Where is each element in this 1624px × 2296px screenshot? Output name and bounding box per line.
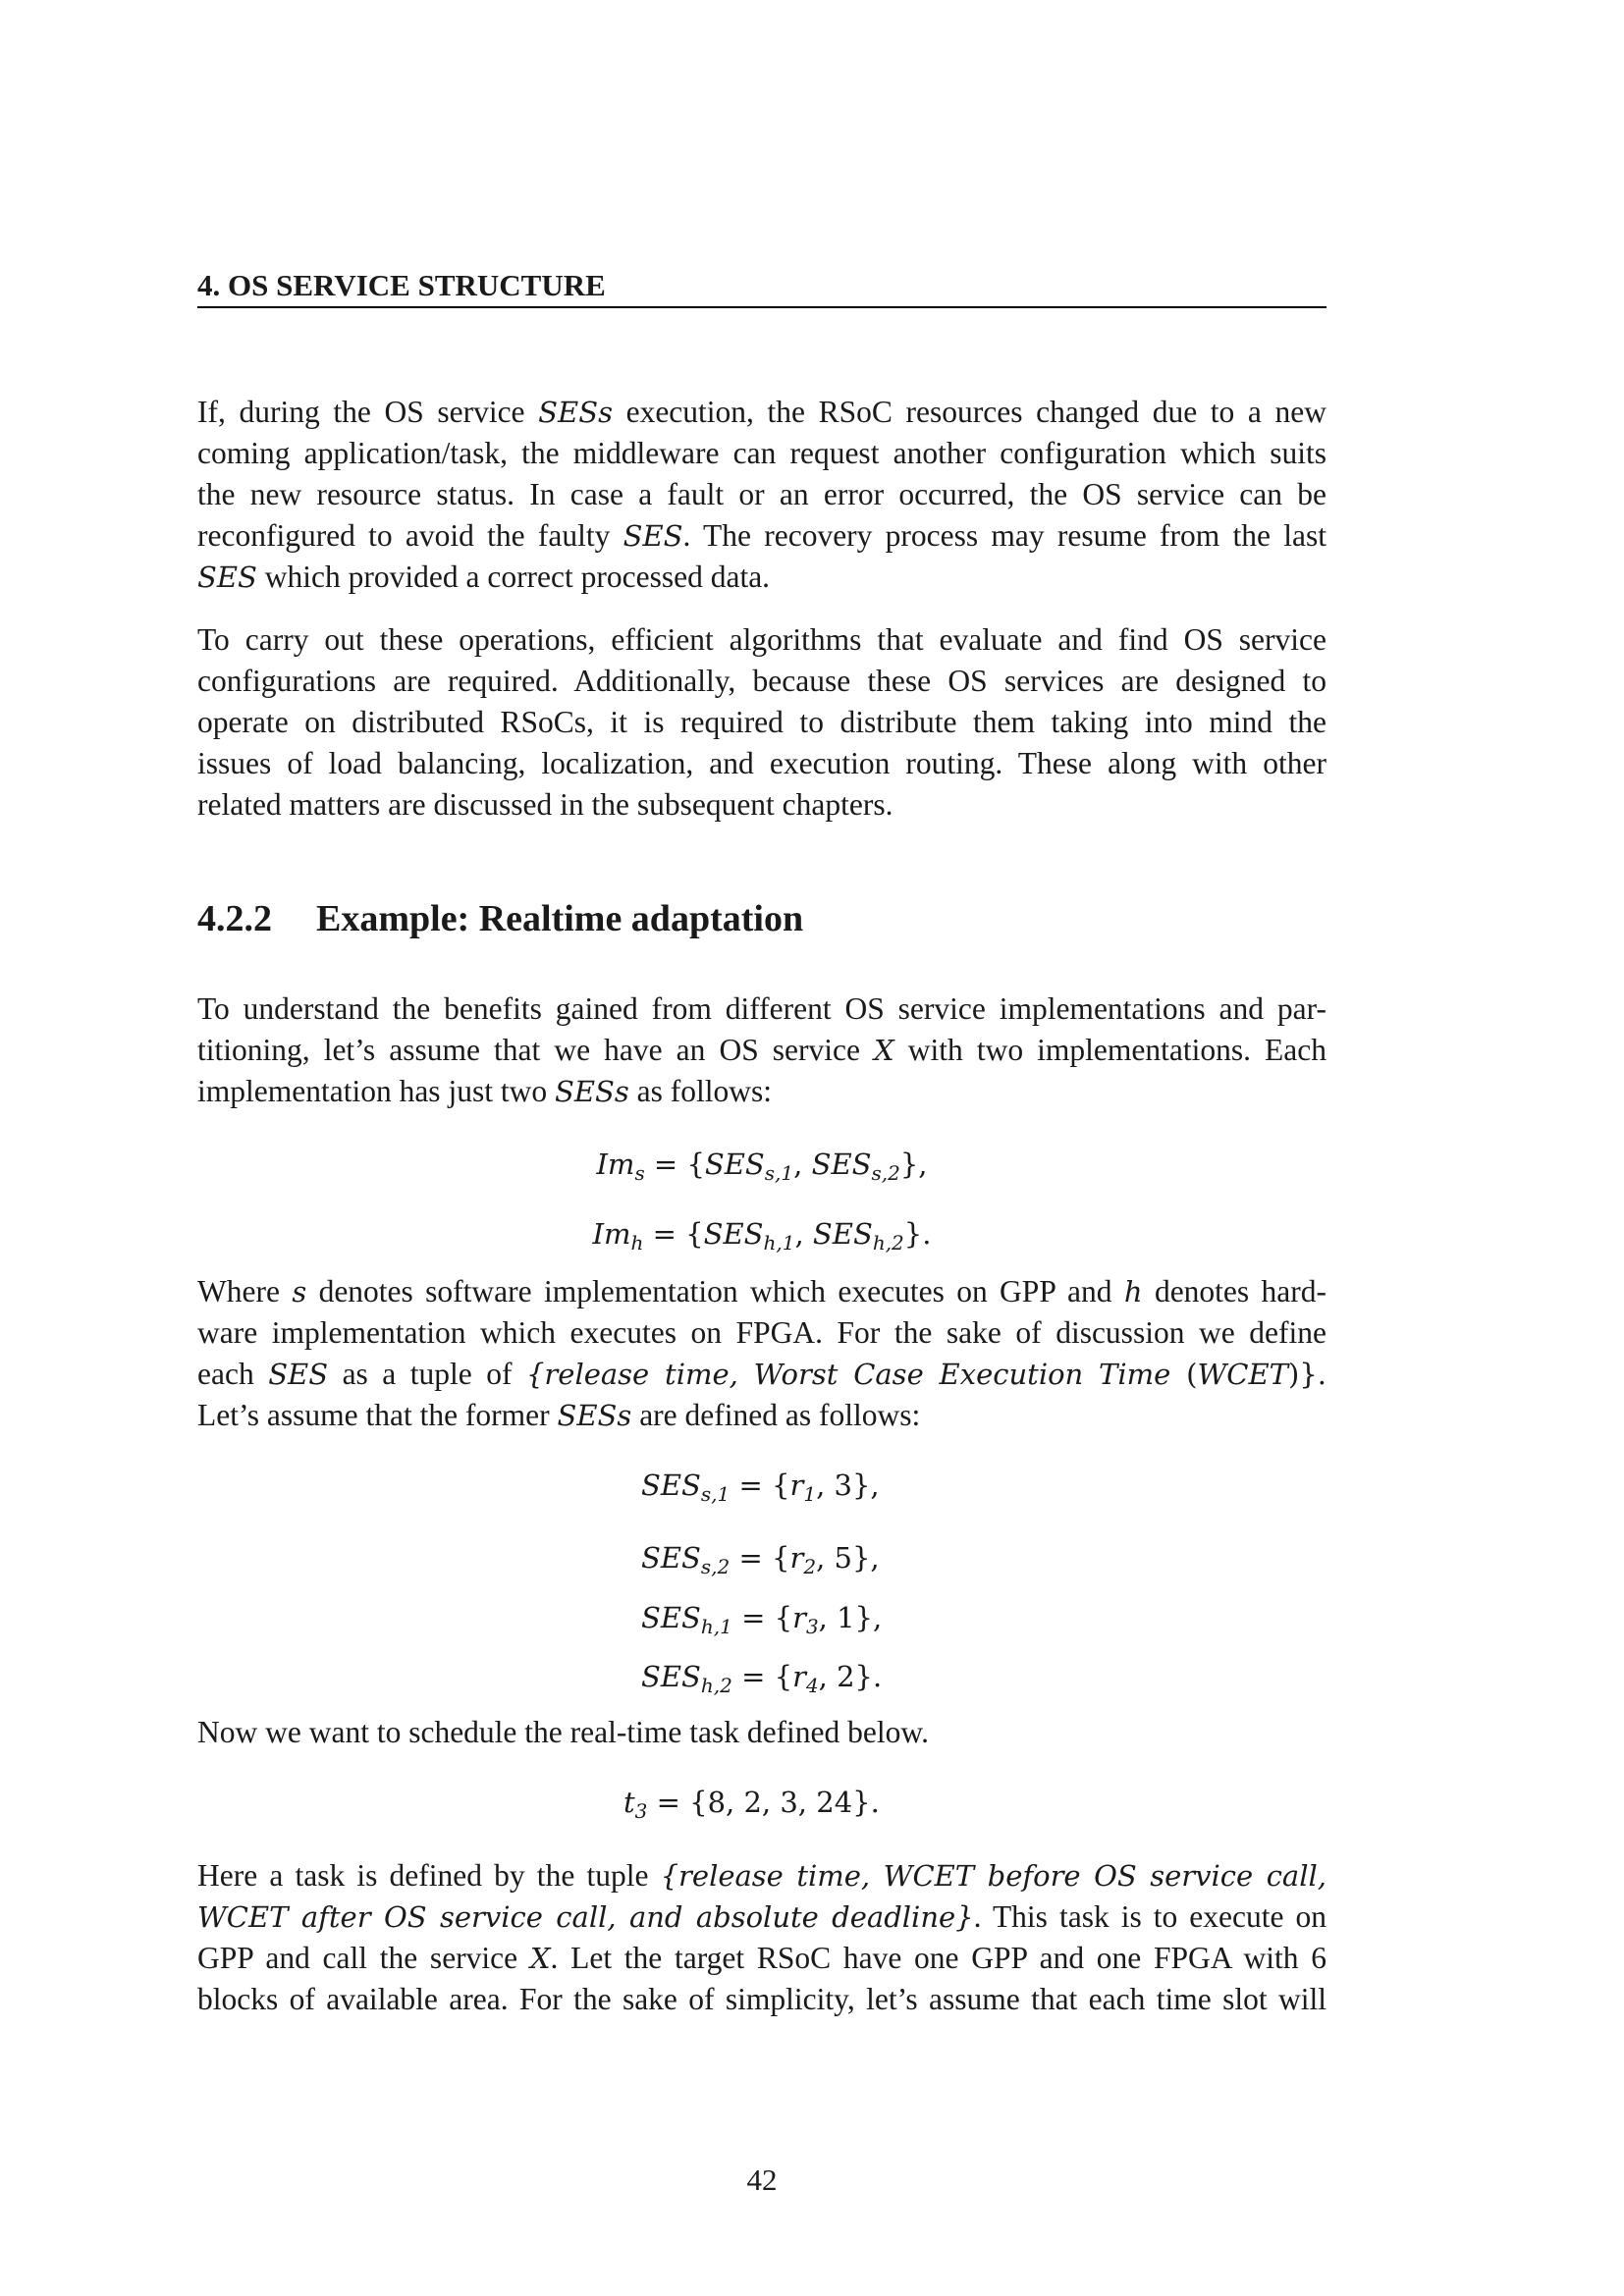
para6-line-3: GPP and call the service X. Let the target RSoC have one GPP and one FPGA with 6 bbox=[197, 1941, 1326, 1975]
equation-task-t3: $t_3 = \{8$, 2, 3, 24}. bbox=[623, 1786, 880, 1823]
para4-line-1: Where s denotes software implementation which executes on GPP and h denotes hard- bbox=[197, 1274, 1326, 1308]
para6-line-1: Here a task is defined by the tuple {release time, WCET before OS service call, bbox=[197, 1858, 1326, 1893]
para2-line-1: To carry out these operations, efficient algorithms that evaluate and find OS service bbox=[197, 622, 1326, 657]
page bbox=[197, 0, 1326, 2296]
equation-ses-s1: $SES_{s,1} = \{r_1$, 3}, bbox=[641, 1468, 880, 1506]
para2-line-3: operate on distributed RSoCs, it is required to distribute them taking into mind the bbox=[197, 705, 1326, 739]
section-number: 4.2.2 bbox=[197, 898, 272, 939]
para1-line-2: coming application/task, the middleware can request another configuration which suits bbox=[197, 436, 1326, 470]
para2-line-4: issues of load balancing, localization, and execution routing. These along with other bbox=[197, 746, 1326, 780]
para1-line-4: reconfigured to avoid the faulty SES. The recovery process may resume from the last bbox=[197, 518, 1327, 553]
paragraph-5 bbox=[197, 1712, 1326, 1753]
page-number: 42 bbox=[746, 2163, 778, 2197]
equation-ses-s2: $SES_{s,2} = \{r_2$, 5}, bbox=[641, 1541, 880, 1578]
para2-line-5: related matters are discussed in the subsequent chapters. bbox=[197, 787, 893, 822]
para3-line-1: To understand the benefits gained from different OS service implementations and par- bbox=[197, 991, 1326, 1026]
para4-line-3: each SES as a tuple of {release time, Worst Case Execution Time (WCET)}. bbox=[197, 1357, 1326, 1391]
para1-line-5: SES which provided a correct processed data. bbox=[197, 560, 771, 594]
section-title: Example: Realtime adaptation bbox=[316, 898, 804, 939]
para6-line-2: WCET after OS service call, and absolute deadline}. This task is to execute on bbox=[197, 1899, 1326, 1934]
paragraph-3 bbox=[197, 988, 1326, 1112]
equation-ses-h1: $SES_{h,1} = \{r_3$, 1}, bbox=[641, 1601, 883, 1638]
para4-line-2: ware implementation which executes on FPGA. For the sake of discussion we define bbox=[197, 1315, 1326, 1350]
equation-im-s: $Im_s = \{SES_{s,1}$, $SES_{s,2}$}, bbox=[596, 1148, 928, 1185]
para6-line-4: blocks of available area. For the sake of simplicity, let’s assume that each time slot will bbox=[197, 1982, 1326, 2016]
para2-line-2: configurations are required. Additionally, because these OS services are designed to bbox=[197, 664, 1326, 698]
para3-line-3: implementation has just two SESs as follows: bbox=[197, 1074, 773, 1108]
para4-line-4: Let’s assume that the former SESs are defined as follows: bbox=[197, 1398, 921, 1432]
paragraph-6 bbox=[197, 1855, 1326, 2020]
para5-line-1: Now we want to schedule the real-time task defined below. bbox=[197, 1715, 929, 1749]
running-head: 4. OS SERVICE STRUCTURE bbox=[197, 267, 1326, 308]
para1-line-1: If, during the OS service SESs execution, the RSoC resources changed due to a new bbox=[197, 395, 1327, 429]
paragraph-2 bbox=[197, 619, 1326, 826]
para1-line-3: the new resource status. In case a fault or an error occurred, the OS service can be bbox=[197, 477, 1326, 511]
section-heading bbox=[197, 895, 803, 942]
para3-line-2: titioning, let’s assume that we have an OS service X with two implementations. Each bbox=[197, 1033, 1326, 1067]
equation-im-h: $Im_h = \{SES_{h,1}$, $SES_{h,2}$}. bbox=[592, 1217, 932, 1255]
paragraph-1 bbox=[197, 392, 1326, 598]
equation-ses-h2: $SES_{h,2} = \{r_4$, 2}. bbox=[641, 1660, 883, 1697]
paragraph-4 bbox=[197, 1271, 1326, 1436]
